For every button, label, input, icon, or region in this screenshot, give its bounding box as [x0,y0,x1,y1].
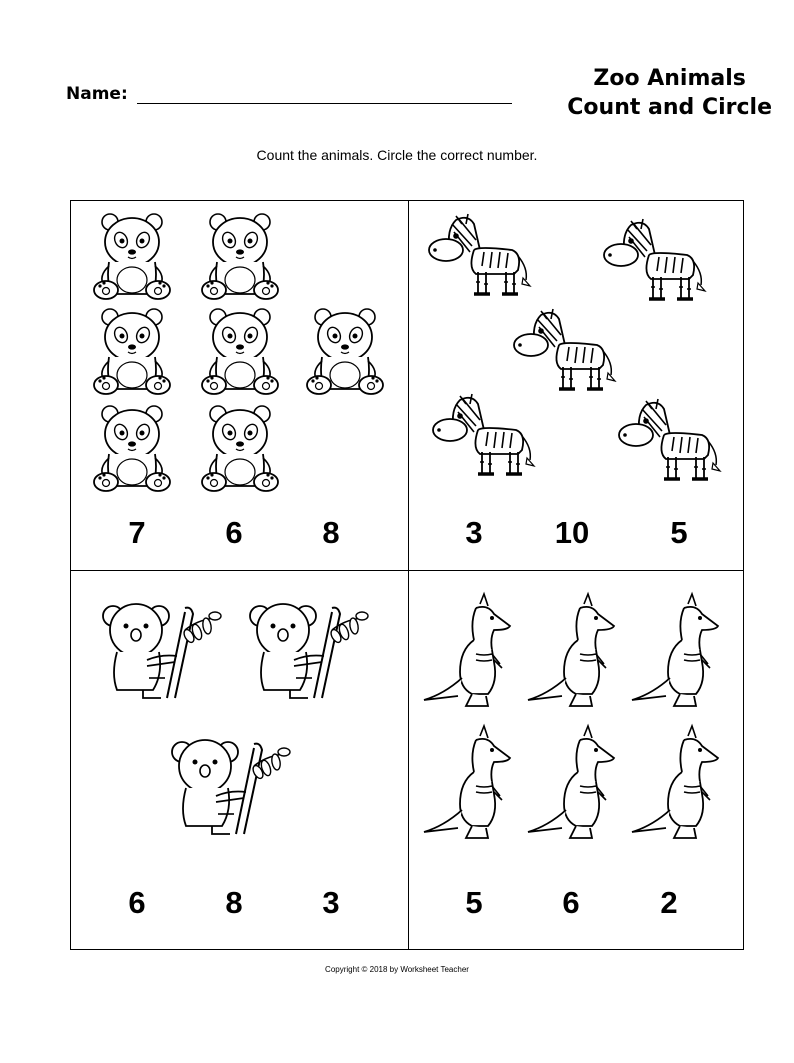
koala-icon [172,730,292,840]
zebra-icon [422,210,532,300]
koala-icon [103,594,223,704]
name-label: Name: [66,84,128,104]
kangaroo-icon [632,730,727,845]
name-line[interactable] [137,103,512,104]
grid-divider-vertical [408,200,409,950]
panda-icon [200,402,280,492]
worksheet-title [567,64,772,122]
panda-icon [200,210,280,300]
panda-icon [305,305,385,395]
choice-number[interactable]: 7 [128,515,146,550]
kangaroo-icon [632,598,727,713]
choice-number[interactable]: 6 [128,885,146,920]
kangaroo-icon [528,730,623,845]
choice-number[interactable]: 8 [322,515,340,550]
copyright-notice: Copyright © 2018 by Worksheet Teacher [325,965,469,974]
zebra-icon [507,305,617,395]
choice-number[interactable]: 5 [670,515,688,550]
panda-icon [92,210,172,300]
zebra-icon [612,395,722,485]
grid-divider-horizontal [70,570,744,571]
choice-number[interactable]: 6 [225,515,243,550]
kangaroo-icon [424,730,519,845]
choice-number[interactable]: 5 [465,885,483,920]
choice-number[interactable]: 10 [554,515,590,550]
kangaroo-icon [424,598,519,713]
zebra-icon [426,390,536,480]
kangaroo-icon [528,598,623,713]
choice-number[interactable]: 3 [322,885,340,920]
panda-icon [92,305,172,395]
choice-number[interactable]: 3 [465,515,483,550]
title-line-2: Count and Circle [567,95,772,120]
panda-icon [92,402,172,492]
koala-icon [250,594,370,704]
zebra-icon [597,215,707,305]
title-line-1: Zoo Animals [593,66,746,91]
choice-number[interactable]: 8 [225,885,243,920]
panda-icon [200,305,280,395]
instructions: Count the animals. Circle the correct number. [256,147,538,163]
choice-number[interactable]: 2 [660,885,678,920]
choice-number[interactable]: 6 [562,885,580,920]
